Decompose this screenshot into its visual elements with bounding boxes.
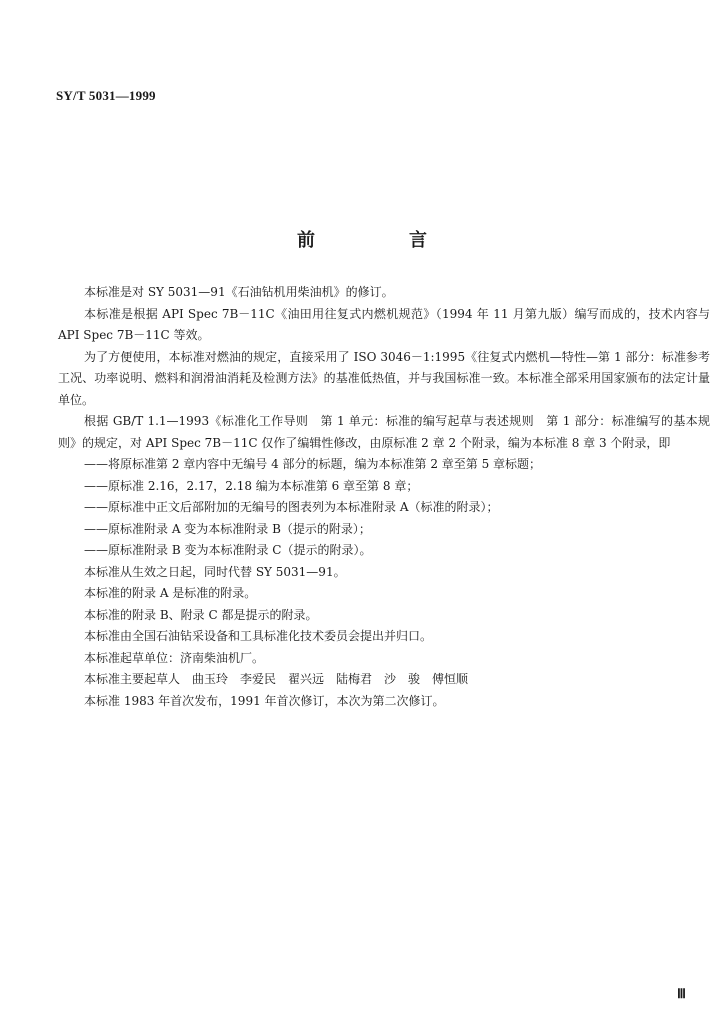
foreword-body xyxy=(58,282,710,712)
paragraph-drafters: 本标准主要起草人 曲玉玲 李爱民 翟兴远 陆梅君 沙 骏 傅恒顺 xyxy=(84,672,469,686)
list-item: ——将原标准第 2 章内容中无编号 4 部分的标题，编为本标准第 2 章至第 5 章标题； xyxy=(84,457,542,471)
list-item: ——原标准中正文后部附加的无编号的图表列为本标准附录 A（标准的附录）； xyxy=(84,500,499,514)
page-title: 前 言 xyxy=(297,230,465,251)
paragraph-committee: 本标准由全国石油钻采设备和工具标准化技术委员会提出并归口。 xyxy=(84,629,433,643)
list-item: ——原标准附录 B 变为本标准附录 C（提示的附录）。 xyxy=(84,543,372,557)
paragraph-history: 本标准 1983 年首次发布，1991 年首次修订，本次为第二次修订。 xyxy=(84,693,445,708)
list-item: ——原标准 2.16，2.17，2.18 编为本标准第 6 章至第 8 章； xyxy=(84,478,419,493)
page-number: Ⅲ xyxy=(677,986,686,1001)
paragraph-fuel: 为了方便使用，本标准对燃油的规定，直接采用了 ISO 3046－1:1995《往复式内燃机—特性—第 1 部分：标准参考工况、功率说明、燃料和润滑油消耗及检测方法》的基准低热值，并与我国标准一致。本标准全部采用国家颁布的法定计量单位。 xyxy=(58,349,710,407)
paragraph-drafting-unit: 本标准起草单位：济南柴油机厂。 xyxy=(84,650,265,665)
paragraph-basis: 本标准是根据 API Spec 7B－11C《油田用往复式内燃机规范》（1994 年 11 月第九版）编写而成的，技术内容与 API Spec 7B－11C 等效。 xyxy=(58,306,710,342)
standard-code: SY/T 5031—1999 xyxy=(56,88,156,103)
paragraph-revision: 本标准是对 SY 5031—91《石油钻机用柴油机》的修订。 xyxy=(84,285,394,299)
paragraph-replaces: 本标准从生效之日起，同时代替 SY 5031—91。 xyxy=(84,564,346,579)
paragraph-editorial: 根据 GB/T 1.1—1993《标准化工作导则 第 1 单元：标准的编写起草与表述规则 第 1 部分：标准编写的基本规则》的规定，对 API Spec 7B－11C 仅作了编辑性修改，由原标准 2 章 2 个附录，编为本标准 8 章 3 个附录，即 xyxy=(58,414,710,450)
list-item: ——原标准附录 A 变为本标准附录 B（提示的附录）； xyxy=(84,521,371,536)
paragraph-appendix-a: 本标准的附录 A 是标准的附录。 xyxy=(84,586,257,600)
paragraph-appendix-bc: 本标准的附录 B、附录 C 都是提示的附录。 xyxy=(84,607,318,622)
